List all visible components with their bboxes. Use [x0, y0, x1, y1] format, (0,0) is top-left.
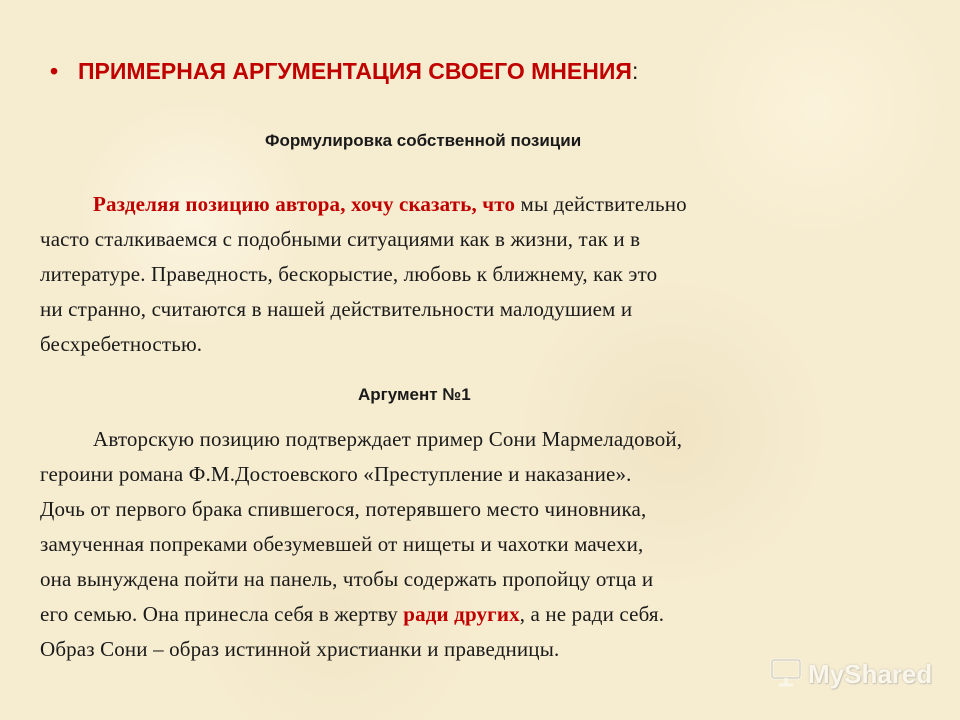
presentation-icon	[770, 657, 802, 692]
line-text: его семью. Она принесла себя в жертву	[40, 602, 404, 626]
line-text: , а не ради себя.	[519, 602, 665, 626]
paragraph-line: Дочь от первого брака спившегося, потерявшего место чиновника,	[40, 497, 647, 521]
paragraph-line: Авторскую позицию подтверждает пример Сони Мармеладовой,	[93, 427, 683, 451]
heading-colon: :	[631, 58, 639, 84]
paragraph-line: она вынуждена пойти на панель, чтобы содержать пропойцу отца и	[40, 567, 654, 591]
paragraph-line: замученная попреками обезумевшей от нищеты и чахотки мачехи,	[40, 532, 644, 556]
paragraph-line: Образ Сони – образ истинной христианки и праведницы.	[40, 637, 560, 661]
paragraph-line: литературе. Праведность, бескорыстие, любовь к ближнему, как это	[40, 262, 658, 286]
paragraph-line: бесхребетностью.	[40, 332, 203, 356]
paragraph-line	[40, 187, 930, 222]
paragraph-line	[40, 597, 930, 632]
highlight-text: Разделяя позицию автора, хочу сказать, что	[93, 192, 516, 216]
section1-paragraph	[40, 187, 930, 362]
watermark-text: MyShared	[808, 658, 933, 689]
watermark	[770, 656, 932, 692]
heading-text: ПРИМЕРНАЯ АРГУМЕНТАЦИЯ СВОЕГО МНЕНИЯ	[78, 58, 632, 84]
paragraph-line: ни странно, считаются в нашей действительности малодушием и	[40, 297, 633, 321]
line-text: мы действительно	[515, 192, 687, 216]
section2-title: Аргумент №1	[358, 385, 471, 404]
paragraph-line: героини романа Ф.М.Достоевского «Преступление и наказание».	[40, 462, 632, 486]
section2-paragraph	[40, 422, 930, 667]
slide-heading	[50, 58, 638, 85]
paragraph-line: часто сталкиваемся с подобными ситуациями как в жизни, так и в	[40, 227, 641, 251]
bullet-icon: •	[50, 58, 59, 84]
section1-title: Формулировка собственной позиции	[265, 131, 582, 150]
highlight-text: ради других	[403, 602, 520, 626]
